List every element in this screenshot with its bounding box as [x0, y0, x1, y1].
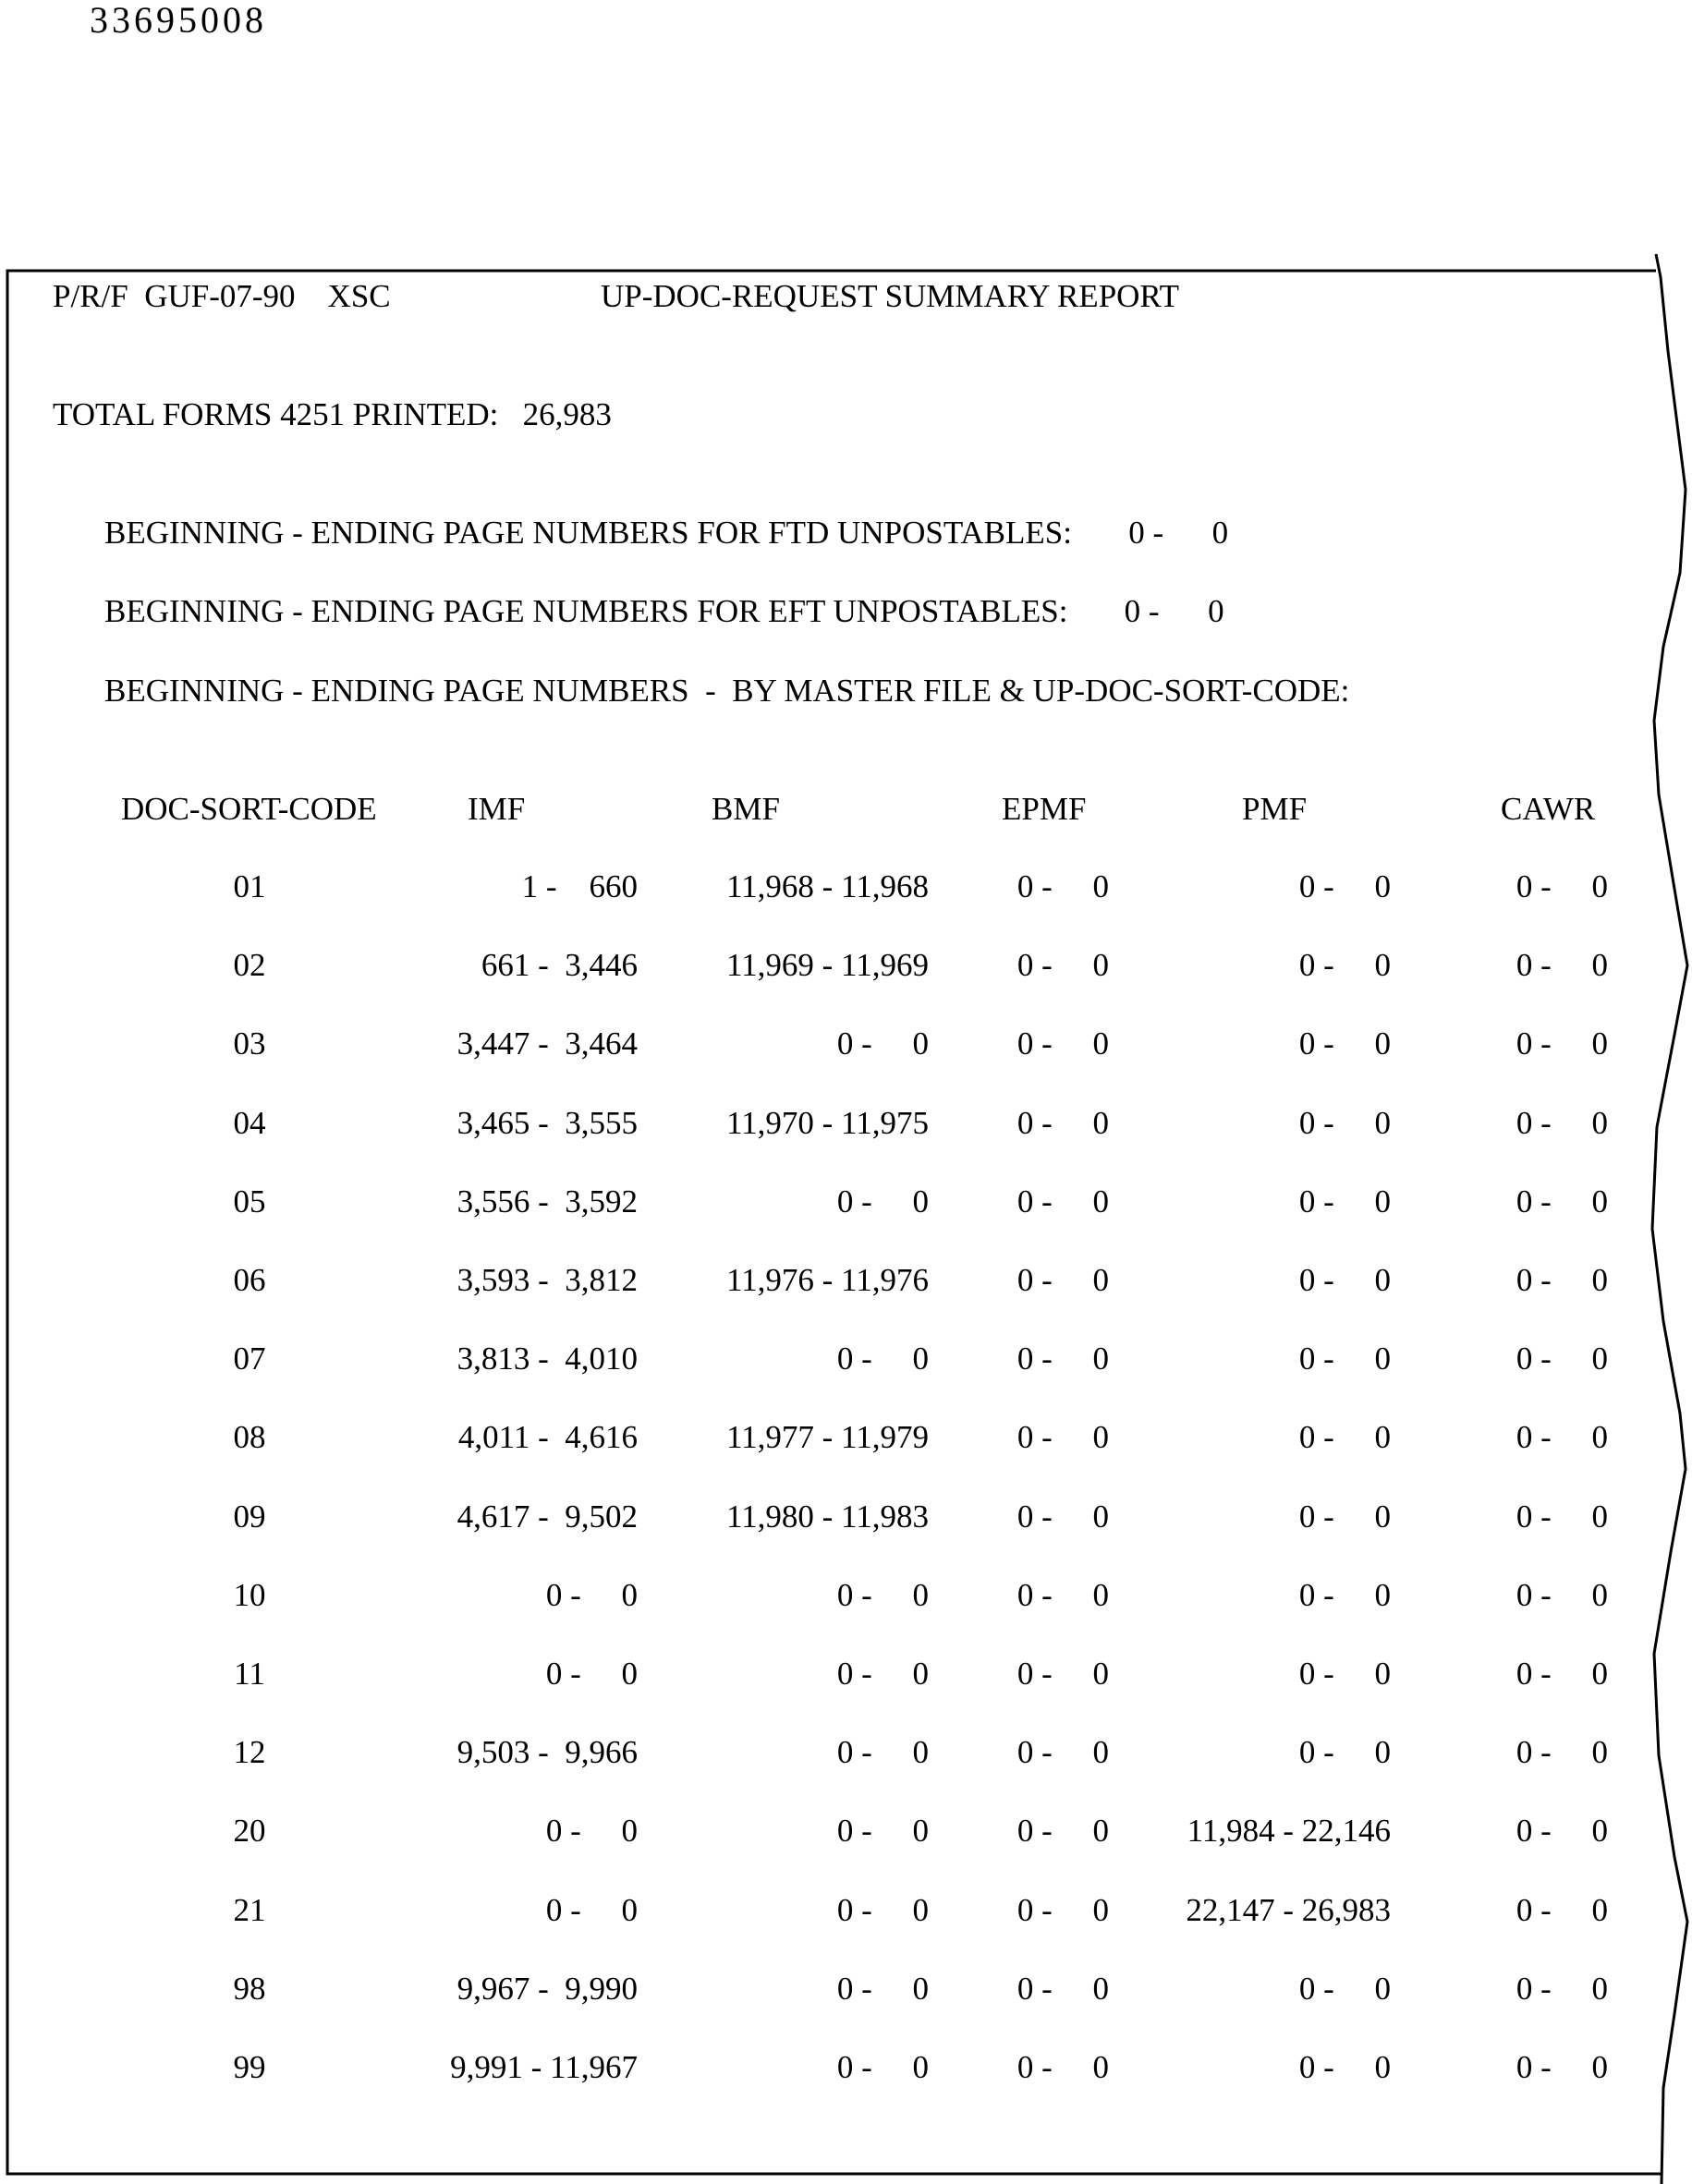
cell-cawr: 0 - 0 — [1515, 1341, 1608, 1377]
cell-cawr: 0 - 0 — [1515, 1419, 1608, 1455]
cell-epmf: 0 - 0 — [1016, 1577, 1109, 1613]
cell-imf: 4,617 - 9,502 — [456, 1498, 638, 1535]
cell-bmf: 11,970 - 11,975 — [725, 1105, 929, 1141]
cell-doc-sort-code: 11 — [234, 1656, 265, 1692]
cell-pmf: 0 - 0 — [1298, 868, 1391, 904]
header-bmf: BMF — [712, 791, 780, 827]
cell-epmf: 0 - 0 — [1016, 1892, 1109, 1928]
cell-pmf: 0 - 0 — [1298, 1419, 1391, 1455]
cell-bmf: 11,980 - 11,983 — [725, 1498, 929, 1535]
cell-pmf: 0 - 0 — [1298, 1341, 1391, 1377]
header-cawr: CAWR — [1501, 791, 1596, 827]
cell-bmf: 0 - 0 — [836, 1813, 929, 1849]
cell-imf: 9,991 - 11,967 — [450, 2049, 638, 2085]
cell-imf: 3,465 - 3,555 — [456, 1105, 638, 1141]
cell-imf: 0 - 0 — [545, 1577, 638, 1613]
cell-cawr: 0 - 0 — [1515, 1183, 1608, 1219]
cell-imf: 4,011 - 4,616 — [457, 1419, 638, 1455]
cell-imf: 0 - 0 — [545, 1656, 638, 1692]
cell-epmf: 0 - 0 — [1016, 1025, 1109, 1062]
cell-doc-sort-code: 01 — [233, 868, 266, 904]
cell-doc-sort-code: 04 — [233, 1105, 266, 1141]
cell-cawr: 0 - 0 — [1515, 2049, 1608, 2085]
cell-doc-sort-code: 07 — [233, 1341, 266, 1377]
cell-pmf: 0 - 0 — [1298, 1971, 1391, 2007]
torn-edge — [1652, 254, 1687, 2184]
report-header-left: P/R/F GUF-07-90 XSC — [53, 278, 391, 314]
cell-imf: 9,967 - 9,990 — [456, 1971, 638, 2007]
cell-epmf: 0 - 0 — [1016, 1105, 1109, 1141]
cell-epmf: 0 - 0 — [1016, 868, 1109, 904]
cell-doc-sort-code: 10 — [233, 1577, 266, 1613]
cell-cawr: 0 - 0 — [1515, 1577, 1608, 1613]
cell-doc-sort-code: 03 — [233, 1025, 266, 1062]
cell-cawr: 0 - 0 — [1515, 1262, 1608, 1298]
cell-doc-sort-code: 08 — [233, 1419, 266, 1455]
cell-cawr: 0 - 0 — [1515, 1813, 1608, 1849]
cell-cawr: 0 - 0 — [1515, 947, 1608, 983]
cell-pmf: 11,984 - 22,146 — [1187, 1813, 1391, 1849]
header-imf: IMF — [468, 791, 526, 827]
cell-doc-sort-code: 12 — [233, 1734, 266, 1770]
cell-bmf: 0 - 0 — [836, 1971, 929, 2007]
cell-imf: 3,447 - 3,464 — [456, 1025, 638, 1062]
cell-cawr: 0 - 0 — [1515, 1971, 1608, 2007]
cell-imf: 0 - 0 — [545, 1813, 638, 1849]
cell-imf: 3,593 - 3,812 — [456, 1262, 638, 1298]
cell-pmf: 0 - 0 — [1298, 1105, 1391, 1141]
cell-pmf: 0 - 0 — [1298, 1498, 1391, 1535]
cell-bmf: 0 - 0 — [836, 1341, 929, 1377]
report-title: UP-DOC-REQUEST SUMMARY REPORT — [601, 278, 1180, 314]
cell-pmf: 0 - 0 — [1298, 1734, 1391, 1770]
cell-epmf: 0 - 0 — [1016, 1813, 1109, 1849]
cell-epmf: 0 - 0 — [1016, 947, 1109, 983]
cell-pmf: 0 - 0 — [1298, 1025, 1391, 1062]
total-forms-line: TOTAL FORMS 4251 PRINTED: 26,983 — [53, 396, 612, 432]
header-pmf: PMF — [1242, 791, 1308, 827]
cell-bmf: 0 - 0 — [836, 1734, 929, 1770]
cell-imf: 0 - 0 — [545, 1892, 638, 1928]
cell-epmf: 0 - 0 — [1016, 1341, 1109, 1377]
document-number: 33695008 — [90, 0, 267, 41]
cell-doc-sort-code: 06 — [233, 1262, 266, 1298]
cell-imf: 3,813 - 4,010 — [456, 1341, 638, 1377]
cell-imf: 661 - 3,446 — [481, 947, 638, 983]
cell-epmf: 0 - 0 — [1016, 1656, 1109, 1692]
cell-imf: 3,556 - 3,592 — [456, 1183, 638, 1219]
cell-cawr: 0 - 0 — [1515, 1734, 1608, 1770]
cell-doc-sort-code: 09 — [233, 1498, 266, 1535]
cell-doc-sort-code: 02 — [233, 947, 266, 983]
cell-epmf: 0 - 0 — [1016, 2049, 1109, 2085]
cell-cawr: 0 - 0 — [1515, 1656, 1608, 1692]
cell-doc-sort-code: 20 — [233, 1813, 266, 1849]
cell-pmf: 22,147 - 26,983 — [1186, 1892, 1391, 1928]
cell-doc-sort-code: 99 — [233, 2049, 266, 2085]
frame-border — [7, 271, 1662, 2174]
cell-bmf: 0 - 0 — [836, 1183, 929, 1219]
cell-pmf: 0 - 0 — [1298, 1656, 1391, 1692]
cell-bmf: 0 - 0 — [836, 1656, 929, 1692]
cell-pmf: 0 - 0 — [1298, 2049, 1391, 2085]
cell-bmf: 0 - 0 — [836, 2049, 929, 2085]
cell-epmf: 0 - 0 — [1016, 1419, 1109, 1455]
cell-cawr: 0 - 0 — [1515, 868, 1608, 904]
ftd-unpostables-line: BEGINNING - ENDING PAGE NUMBERS FOR FTD UNPOSTABLES: 0 - 0 — [104, 515, 1229, 551]
cell-bmf: 0 - 0 — [836, 1892, 929, 1928]
cell-pmf: 0 - 0 — [1298, 1577, 1391, 1613]
cell-epmf: 0 - 0 — [1016, 1183, 1109, 1219]
cell-cawr: 0 - 0 — [1515, 1892, 1608, 1928]
cell-epmf: 0 - 0 — [1016, 1262, 1109, 1298]
cell-cawr: 0 - 0 — [1515, 1025, 1608, 1062]
cell-epmf: 0 - 0 — [1016, 1734, 1109, 1770]
cell-bmf: 11,969 - 11,969 — [725, 947, 929, 983]
eft-unpostables-line: BEGINNING - ENDING PAGE NUMBERS FOR EFT UNPOSTABLES: 0 - 0 — [104, 593, 1224, 629]
cell-bmf: 0 - 0 — [836, 1577, 929, 1613]
cell-imf: 9,503 - 9,966 — [456, 1734, 638, 1770]
cell-epmf: 0 - 0 — [1016, 1971, 1109, 2007]
cell-cawr: 0 - 0 — [1515, 1105, 1608, 1141]
cell-pmf: 0 - 0 — [1298, 1262, 1391, 1298]
cell-doc-sort-code: 05 — [233, 1183, 266, 1219]
cell-doc-sort-code: 98 — [233, 1971, 266, 2007]
header-doc-sort-code: DOC-SORT-CODE — [121, 791, 377, 827]
cell-bmf: 11,977 - 11,979 — [725, 1419, 929, 1455]
cell-doc-sort-code: 21 — [233, 1892, 266, 1928]
cell-cawr: 0 - 0 — [1515, 1498, 1608, 1535]
cell-pmf: 0 - 0 — [1298, 947, 1391, 983]
cell-bmf: 0 - 0 — [836, 1025, 929, 1062]
cell-imf: 1 - 660 — [521, 868, 638, 904]
cell-bmf: 11,976 - 11,976 — [725, 1262, 929, 1298]
header-epmf: EPMF — [1002, 791, 1087, 827]
cell-bmf: 11,968 - 11,968 — [725, 868, 929, 904]
master-file-line: BEGINNING - ENDING PAGE NUMBERS - BY MASTER FILE & UP-DOC-SORT-CODE: — [104, 673, 1350, 709]
cell-epmf: 0 - 0 — [1016, 1498, 1109, 1535]
cell-pmf: 0 - 0 — [1298, 1183, 1391, 1219]
